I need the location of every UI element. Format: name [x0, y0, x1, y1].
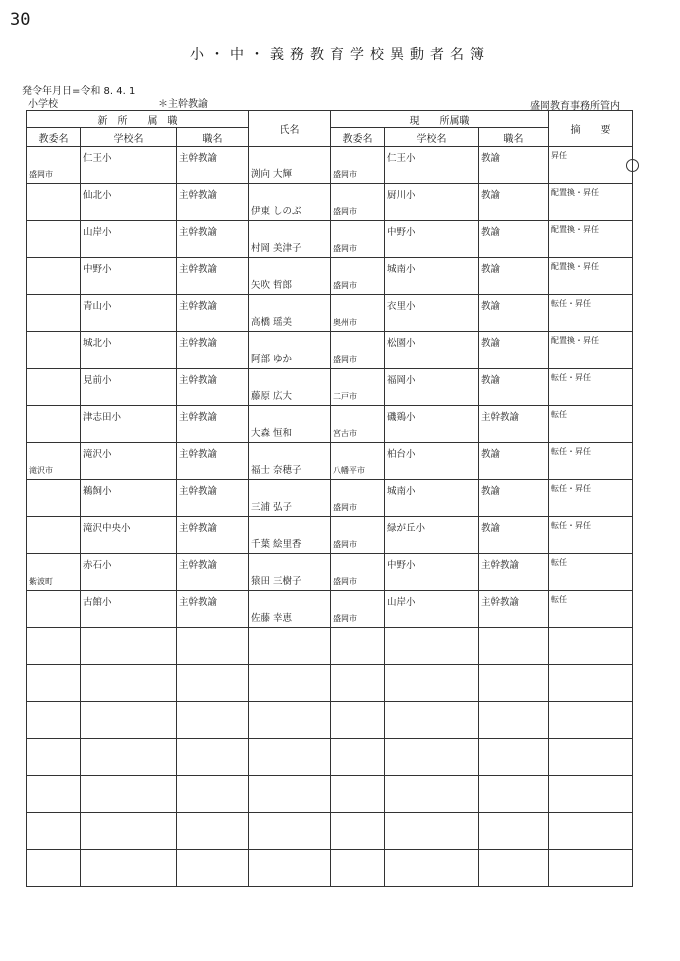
new-board-cell: [27, 221, 81, 258]
empty-row: [27, 739, 633, 776]
new-school: 滝沢小: [83, 449, 112, 460]
person-name: 大森 恒和: [251, 428, 293, 439]
header-current-assignment: 現 所属職: [331, 111, 549, 128]
empty-cell: [27, 665, 81, 702]
current-position: 主幹教諭: [481, 597, 520, 608]
current-board: 盛岡市: [333, 503, 357, 512]
new-board-cell: [27, 369, 81, 406]
remarks: 配置換・昇任: [551, 336, 600, 345]
current-position: 教諭: [481, 227, 501, 238]
person-name-cell: [249, 517, 331, 554]
empty-cell: [385, 776, 479, 813]
current-board-cell: [331, 184, 385, 221]
current-position: 教諭: [481, 523, 501, 534]
current-school-cell: [385, 369, 479, 406]
current-school-cell: [385, 554, 479, 591]
roster-body: [27, 147, 633, 887]
new-board-cell: [27, 332, 81, 369]
remarks-cell: [549, 221, 633, 258]
person-name: 矢吹 哲郎: [251, 280, 293, 291]
current-school-cell: [385, 517, 479, 554]
person-name-cell: [249, 480, 331, 517]
new-position-cell: [177, 554, 249, 591]
current-school: 中野小: [387, 560, 416, 571]
current-position-cell: [479, 554, 549, 591]
current-board-cell: [331, 369, 385, 406]
new-school: 城北小: [83, 338, 112, 349]
remarks-cell: [549, 332, 633, 369]
person-name: 藤原 広大: [251, 391, 293, 402]
current-board-cell: [331, 221, 385, 258]
empty-cell: [331, 776, 385, 813]
empty-cell: [385, 850, 479, 887]
current-school-cell: [385, 443, 479, 480]
person-name: 猿田 三樹子: [251, 576, 302, 587]
person-name-cell: [249, 221, 331, 258]
current-position: 教諭: [481, 190, 501, 201]
current-board-cell: [331, 517, 385, 554]
current-position-cell: [479, 332, 549, 369]
current-position-cell: [479, 221, 549, 258]
current-position: 教諭: [481, 264, 501, 275]
current-position-cell: [479, 258, 549, 295]
new-school: 山岸小: [83, 227, 112, 238]
remarks-cell: [549, 406, 633, 443]
new-school: 中野小: [83, 264, 112, 275]
empty-cell: [249, 628, 331, 665]
position-note: ＊主幹教諭: [158, 99, 208, 110]
empty-cell: [385, 702, 479, 739]
current-board-cell: [331, 443, 385, 480]
empty-cell: [249, 739, 331, 776]
new-position-cell: [177, 591, 249, 628]
empty-cell: [385, 813, 479, 850]
new-position: 主幹教諭: [179, 486, 218, 497]
remarks: 転任・昇任: [551, 299, 592, 308]
current-position-cell: [479, 480, 549, 517]
remarks-cell: [549, 554, 633, 591]
current-board: 盛岡市: [333, 281, 357, 290]
current-school: 緑が丘小: [387, 523, 426, 534]
new-position-cell: [177, 443, 249, 480]
empty-row: [27, 702, 633, 739]
current-position: 教諭: [481, 338, 501, 349]
current-board: 二戸市: [333, 392, 357, 401]
empty-cell: [177, 813, 249, 850]
person-name-cell: [249, 443, 331, 480]
new-position-cell: [177, 480, 249, 517]
person-name: 千葉 絵里香: [251, 539, 302, 550]
current-position: 教諭: [481, 301, 501, 312]
circle-mark: [626, 159, 639, 172]
new-board-cell: [27, 184, 81, 221]
new-school-cell: [81, 554, 177, 591]
empty-row: [27, 776, 633, 813]
table-row: [27, 517, 633, 554]
person-name: 渕向 大輝: [251, 169, 293, 180]
empty-cell: [331, 850, 385, 887]
current-school-cell: [385, 480, 479, 517]
header-new-position: 職名: [177, 128, 249, 147]
empty-cell: [385, 665, 479, 702]
empty-cell: [249, 850, 331, 887]
remarks-cell: [549, 369, 633, 406]
person-name-cell: [249, 258, 331, 295]
roster-table: [26, 110, 633, 887]
remarks: 転任・昇任: [551, 373, 592, 382]
new-board-cell: [27, 295, 81, 332]
table-row: [27, 221, 633, 258]
empty-cell: [177, 628, 249, 665]
office-label: 盛岡教育事務所管内: [530, 101, 620, 112]
header-new-assignment: 新 所 属 職: [27, 111, 249, 128]
new-position: 主幹教諭: [179, 153, 218, 164]
remarks-cell: [549, 443, 633, 480]
remarks-cell: [549, 591, 633, 628]
empty-cell: [549, 776, 633, 813]
person-name: 福士 奈穂子: [251, 465, 302, 476]
empty-cell: [331, 628, 385, 665]
issue-date: 発令年月日=令和 8. 4. 1: [22, 86, 136, 97]
empty-cell: [479, 739, 549, 776]
new-school-cell: [81, 443, 177, 480]
new-school: 鵜飼小: [83, 486, 112, 497]
new-school-cell: [81, 591, 177, 628]
new-school-cell: [81, 295, 177, 332]
empty-cell: [81, 628, 177, 665]
new-position-cell: [177, 369, 249, 406]
new-position: 主幹教諭: [179, 375, 218, 386]
new-school-cell: [81, 406, 177, 443]
empty-row: [27, 813, 633, 850]
person-name-cell: [249, 591, 331, 628]
empty-cell: [177, 665, 249, 702]
new-position: 主幹教諭: [179, 338, 218, 349]
new-position: 主幹教諭: [179, 190, 218, 201]
person-name: 佐藤 幸恵: [251, 613, 293, 624]
empty-cell: [177, 702, 249, 739]
current-position: 教諭: [481, 486, 501, 497]
person-name-cell: [249, 295, 331, 332]
empty-cell: [479, 776, 549, 813]
new-position: 主幹教諭: [179, 560, 218, 571]
current-board: 盛岡市: [333, 540, 357, 549]
new-school-cell: [81, 147, 177, 184]
empty-cell: [249, 702, 331, 739]
current-school-cell: [385, 295, 479, 332]
person-name: 村岡 美津子: [251, 243, 302, 254]
current-school-cell: [385, 332, 479, 369]
current-school-cell: [385, 147, 479, 184]
current-board: 盛岡市: [333, 207, 357, 216]
header-new-school: 学校名: [81, 128, 177, 147]
current-school: 磯鶏小: [387, 412, 416, 423]
empty-cell: [549, 850, 633, 887]
table-row: [27, 443, 633, 480]
table-row: [27, 295, 633, 332]
empty-cell: [331, 665, 385, 702]
empty-cell: [479, 702, 549, 739]
current-board-cell: [331, 147, 385, 184]
new-position: 主幹教諭: [179, 523, 218, 534]
current-school-cell: [385, 184, 479, 221]
current-school: 松園小: [387, 338, 416, 349]
new-school: 見前小: [83, 375, 112, 386]
current-school: 厨川小: [387, 190, 416, 201]
current-school: 仁王小: [387, 153, 416, 164]
remarks-cell: [549, 295, 633, 332]
empty-row: [27, 628, 633, 665]
current-board: 盛岡市: [333, 355, 357, 364]
empty-cell: [177, 776, 249, 813]
remarks-cell: [549, 258, 633, 295]
empty-row: [27, 665, 633, 702]
new-position-cell: [177, 184, 249, 221]
table-row: [27, 554, 633, 591]
current-board: 奥州市: [333, 318, 357, 327]
empty-cell: [249, 665, 331, 702]
new-board-cell: [27, 406, 81, 443]
current-board: 盛岡市: [333, 170, 357, 179]
table-row: [27, 369, 633, 406]
current-school-cell: [385, 221, 479, 258]
remarks: 転任: [551, 558, 568, 567]
empty-cell: [81, 739, 177, 776]
new-board-cell: [27, 443, 81, 480]
person-name-cell: [249, 332, 331, 369]
empty-cell: [27, 739, 81, 776]
remarks: 転任・昇任: [551, 447, 592, 456]
new-position: 主幹教諭: [179, 597, 218, 608]
empty-cell: [249, 813, 331, 850]
person-name: 高橋 瑶美: [251, 317, 293, 328]
remarks-cell: [549, 480, 633, 517]
empty-cell: [549, 702, 633, 739]
empty-cell: [385, 739, 479, 776]
new-school-cell: [81, 332, 177, 369]
empty-cell: [81, 850, 177, 887]
new-school-cell: [81, 517, 177, 554]
empty-cell: [479, 850, 549, 887]
new-position-cell: [177, 147, 249, 184]
empty-cell: [249, 776, 331, 813]
header-new-board: 教委名: [27, 128, 81, 147]
new-position-cell: [177, 258, 249, 295]
current-board: 宮古市: [333, 429, 357, 438]
current-board: 盛岡市: [333, 614, 357, 623]
person-name-cell: [249, 184, 331, 221]
school-type: 小学校: [28, 99, 58, 110]
table-row: [27, 147, 633, 184]
header-name: 氏名: [249, 111, 331, 147]
new-school-cell: [81, 221, 177, 258]
current-school-cell: [385, 258, 479, 295]
header-current-school: 学校名: [385, 128, 479, 147]
page-number: 30: [10, 10, 31, 30]
remarks: 転任・昇任: [551, 484, 592, 493]
current-position: 教諭: [481, 375, 501, 386]
current-school: 山岸小: [387, 597, 416, 608]
new-school: 滝沢中央小: [83, 523, 131, 534]
current-position-cell: [479, 184, 549, 221]
current-position: 教諭: [481, 153, 501, 164]
new-position: 主幹教諭: [179, 264, 218, 275]
current-position-cell: [479, 591, 549, 628]
current-position: 教諭: [481, 449, 501, 460]
person-name: 伊東 しのぶ: [251, 206, 302, 217]
new-school: 仁王小: [83, 153, 112, 164]
new-position: 主幹教諭: [179, 301, 218, 312]
empty-cell: [331, 702, 385, 739]
new-school-cell: [81, 369, 177, 406]
empty-cell: [479, 813, 549, 850]
empty-cell: [549, 739, 633, 776]
empty-cell: [549, 813, 633, 850]
empty-cell: [549, 628, 633, 665]
empty-cell: [331, 739, 385, 776]
new-position-cell: [177, 295, 249, 332]
empty-cell: [81, 776, 177, 813]
new-board-cell: [27, 258, 81, 295]
current-position-cell: [479, 295, 549, 332]
new-school-cell: [81, 480, 177, 517]
empty-cell: [81, 702, 177, 739]
empty-cell: [177, 850, 249, 887]
current-board: 八幡平市: [333, 466, 365, 475]
person-name: 三浦 弘子: [251, 502, 293, 513]
current-position-cell: [479, 406, 549, 443]
current-board: 盛岡市: [333, 577, 357, 586]
empty-cell: [479, 665, 549, 702]
current-board-cell: [331, 554, 385, 591]
current-position: 主幹教諭: [481, 412, 520, 423]
remarks: 転任: [551, 410, 568, 419]
current-board-cell: [331, 406, 385, 443]
new-position-cell: [177, 406, 249, 443]
new-school: 青山小: [83, 301, 112, 312]
current-position: 主幹教諭: [481, 560, 520, 571]
header-remarks: 摘 要: [549, 111, 633, 147]
empty-cell: [27, 813, 81, 850]
document-title: 小・中・義務教育学校異動者名簿: [190, 47, 490, 63]
table-row: [27, 258, 633, 295]
new-position-cell: [177, 517, 249, 554]
empty-cell: [27, 850, 81, 887]
new-position-cell: [177, 332, 249, 369]
empty-cell: [479, 628, 549, 665]
remarks-cell: [549, 517, 633, 554]
current-board-cell: [331, 295, 385, 332]
new-board: 盛岡市: [29, 170, 53, 179]
new-school: 津志田小: [83, 412, 122, 423]
current-position-cell: [479, 517, 549, 554]
new-board-cell: [27, 591, 81, 628]
new-board: 滝沢市: [29, 466, 53, 475]
new-school: 仙北小: [83, 190, 112, 201]
empty-cell: [27, 776, 81, 813]
current-position-cell: [479, 443, 549, 480]
empty-row: [27, 850, 633, 887]
current-school-cell: [385, 406, 479, 443]
table-row: [27, 480, 633, 517]
empty-cell: [27, 702, 81, 739]
empty-cell: [331, 813, 385, 850]
table-row: [27, 591, 633, 628]
new-board-cell: [27, 147, 81, 184]
table-row: [27, 184, 633, 221]
person-name-cell: [249, 369, 331, 406]
new-board-cell: [27, 517, 81, 554]
new-school-cell: [81, 258, 177, 295]
empty-cell: [81, 665, 177, 702]
current-position-cell: [479, 147, 549, 184]
current-school: 城南小: [387, 264, 416, 275]
empty-cell: [549, 665, 633, 702]
new-board-cell: [27, 554, 81, 591]
new-school: 赤石小: [83, 560, 112, 571]
current-school: 中野小: [387, 227, 416, 238]
new-position: 主幹教諭: [179, 412, 218, 423]
new-school: 古館小: [83, 597, 112, 608]
remarks: 転任・昇任: [551, 521, 592, 530]
new-position: 主幹教諭: [179, 227, 218, 238]
new-board: 紫波町: [29, 577, 53, 586]
current-board-cell: [331, 591, 385, 628]
person-name: 阿部 ゆか: [251, 354, 293, 365]
empty-cell: [81, 813, 177, 850]
current-school: 城南小: [387, 486, 416, 497]
new-school-cell: [81, 184, 177, 221]
empty-cell: [177, 739, 249, 776]
remarks: 配置換・昇任: [551, 225, 600, 234]
current-board: 盛岡市: [333, 244, 357, 253]
current-school-cell: [385, 591, 479, 628]
person-name-cell: [249, 406, 331, 443]
remarks: 昇任: [551, 151, 568, 160]
current-school: 福岡小: [387, 375, 416, 386]
new-position: 主幹教諭: [179, 449, 218, 460]
current-board-cell: [331, 480, 385, 517]
current-position-cell: [479, 369, 549, 406]
table-row: [27, 332, 633, 369]
empty-cell: [27, 628, 81, 665]
current-school: 柏台小: [387, 449, 416, 460]
new-board-cell: [27, 480, 81, 517]
remarks: 転任: [551, 595, 568, 604]
remarks-cell: [549, 147, 633, 184]
remarks-cell: [549, 184, 633, 221]
table-row: [27, 406, 633, 443]
remarks: 配置換・昇任: [551, 262, 600, 271]
remarks: 配置換・昇任: [551, 188, 600, 197]
empty-cell: [385, 628, 479, 665]
header-current-board: 教委名: [331, 128, 385, 147]
person-name-cell: [249, 147, 331, 184]
current-school: 衣里小: [387, 301, 416, 312]
person-name-cell: [249, 554, 331, 591]
current-board-cell: [331, 332, 385, 369]
header-current-position: 職名: [479, 128, 549, 147]
current-board-cell: [331, 258, 385, 295]
new-position-cell: [177, 221, 249, 258]
